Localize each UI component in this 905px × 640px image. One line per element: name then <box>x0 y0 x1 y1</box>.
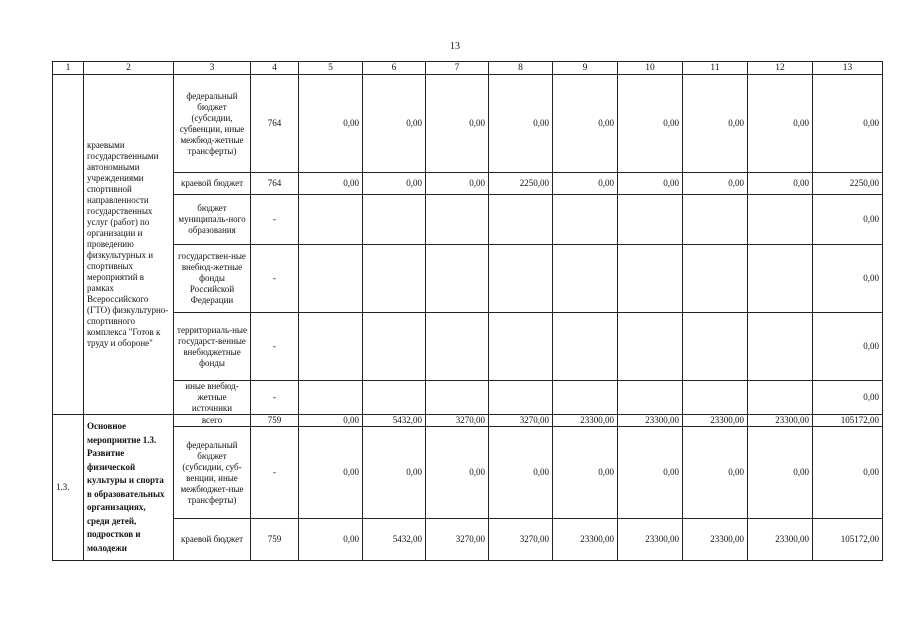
funding-source: иные внебюд-жетные источники <box>174 381 251 415</box>
year-value: 3270,00 <box>426 415 489 427</box>
total-value: 2250,00 <box>813 173 883 195</box>
year-value <box>299 195 363 245</box>
column-header: 6 <box>363 62 426 75</box>
year-value: 0,00 <box>618 75 683 173</box>
year-value: 0,00 <box>299 427 363 519</box>
table-row <box>53 381 883 415</box>
year-value <box>299 245 363 313</box>
year-value <box>748 313 813 381</box>
year-value <box>683 313 748 381</box>
budget-table <box>52 61 883 561</box>
year-value <box>553 313 618 381</box>
column-header: 7 <box>426 62 489 75</box>
column-header-row <box>53 62 883 75</box>
column-header: 4 <box>251 62 299 75</box>
year-value: 0,00 <box>363 427 426 519</box>
year-value: 0,00 <box>683 427 748 519</box>
activity-description: Основное мероприятие 1.3. Развитие физической культуры и спорта в образовательных организациях, среди детей, подростков и молодежи <box>84 415 174 561</box>
table-row <box>53 173 883 195</box>
budget-code: 759 <box>251 415 299 427</box>
year-value <box>748 195 813 245</box>
funding-source: бюджет муниципаль-ного образования <box>174 195 251 245</box>
year-value <box>426 245 489 313</box>
funding-source: территориаль-ные государст-венные внебюджетные фонды <box>174 313 251 381</box>
year-value <box>363 195 426 245</box>
year-value <box>618 245 683 313</box>
year-value <box>748 245 813 313</box>
total-value: 105172,00 <box>813 519 883 561</box>
year-value: 0,00 <box>618 427 683 519</box>
year-value <box>618 313 683 381</box>
year-value: 23300,00 <box>553 519 618 561</box>
year-value: 23300,00 <box>618 415 683 427</box>
row-number-cell <box>53 75 84 415</box>
year-value: 23300,00 <box>683 519 748 561</box>
budget-code: - <box>251 313 299 381</box>
year-value: 0,00 <box>299 75 363 173</box>
year-value: 3270,00 <box>489 415 553 427</box>
year-value: 0,00 <box>489 427 553 519</box>
year-value: 0,00 <box>553 75 618 173</box>
activity-description: краевыми государственными автономными учреждениями спортивной направленности государственных услуг (работ) по организации и проведению физкультурных и спортивных мероприятий в рамках Всероссийского (ГТО) физкультурно-спортивного комплекса "Готов к труду и обороне" <box>84 75 174 415</box>
funding-source: всего <box>174 415 251 427</box>
budget-code: - <box>251 427 299 519</box>
column-header: 10 <box>618 62 683 75</box>
funding-source: федеральный бюджет (субсидии, суб-венции, иные межбюджет-ные трансферты) <box>174 427 251 519</box>
year-value: 0,00 <box>683 75 748 173</box>
year-value <box>618 195 683 245</box>
year-value <box>363 245 426 313</box>
year-value <box>553 195 618 245</box>
total-value: 0,00 <box>813 427 883 519</box>
year-value: 23300,00 <box>748 519 813 561</box>
year-value: 0,00 <box>748 427 813 519</box>
year-value <box>426 195 489 245</box>
year-value <box>299 381 363 415</box>
total-value: 0,00 <box>813 75 883 173</box>
year-value: 23300,00 <box>618 519 683 561</box>
table-row <box>53 415 883 427</box>
year-value: 5432,00 <box>363 519 426 561</box>
budget-code: - <box>251 245 299 313</box>
table-row <box>53 75 883 173</box>
year-value: 23300,00 <box>553 415 618 427</box>
year-value <box>489 313 553 381</box>
year-value: 0,00 <box>299 173 363 195</box>
year-value <box>683 381 748 415</box>
column-header: 12 <box>748 62 813 75</box>
budget-code: - <box>251 195 299 245</box>
column-header: 8 <box>489 62 553 75</box>
budget-code: - <box>251 381 299 415</box>
table-row <box>53 245 883 313</box>
year-value <box>426 381 489 415</box>
column-header: 2 <box>84 62 174 75</box>
year-value: 0,00 <box>553 173 618 195</box>
funding-source: государствен-ные внебюд-жетные фонды Российской Федерации <box>174 245 251 313</box>
total-value: 0,00 <box>813 245 883 313</box>
funding-source: федеральный бюджет (субсидии, субвенции, иные межбюд-жетные трансферты) <box>174 75 251 173</box>
year-value <box>299 313 363 381</box>
year-value: 23300,00 <box>748 415 813 427</box>
year-value: 3270,00 <box>426 519 489 561</box>
funding-source: краевой бюджет <box>174 519 251 561</box>
year-value <box>363 313 426 381</box>
year-value <box>553 245 618 313</box>
budget-code: 759 <box>251 519 299 561</box>
year-value <box>683 245 748 313</box>
year-value: 0,00 <box>618 173 683 195</box>
total-value: 0,00 <box>813 195 883 245</box>
year-value: 0,00 <box>553 427 618 519</box>
year-value: 0,00 <box>426 75 489 173</box>
row-number-cell: 1.3. <box>53 415 84 561</box>
year-value: 0,00 <box>363 173 426 195</box>
year-value <box>489 195 553 245</box>
year-value: 0,00 <box>363 75 426 173</box>
year-value: 0,00 <box>489 75 553 173</box>
column-header: 9 <box>553 62 618 75</box>
total-value: 0,00 <box>813 313 883 381</box>
column-header: 1 <box>53 62 84 75</box>
total-value: 105172,00 <box>813 415 883 427</box>
year-value: 5432,00 <box>363 415 426 427</box>
budget-code: 764 <box>251 75 299 173</box>
year-value: 0,00 <box>426 427 489 519</box>
column-header: 3 <box>174 62 251 75</box>
page-number: 13 <box>450 41 460 52</box>
budget-code: 764 <box>251 173 299 195</box>
year-value <box>489 381 553 415</box>
year-value: 3270,00 <box>489 519 553 561</box>
year-value: 0,00 <box>683 173 748 195</box>
table-row <box>53 519 883 561</box>
total-value: 0,00 <box>813 381 883 415</box>
year-value <box>618 381 683 415</box>
year-value <box>489 245 553 313</box>
year-value: 0,00 <box>299 415 363 427</box>
funding-source: краевой бюджет <box>174 173 251 195</box>
year-value <box>553 381 618 415</box>
table-row <box>53 313 883 381</box>
year-value: 0,00 <box>748 173 813 195</box>
table-row <box>53 427 883 519</box>
year-value <box>683 195 748 245</box>
year-value: 0,00 <box>299 519 363 561</box>
column-header: 13 <box>813 62 883 75</box>
column-header: 5 <box>299 62 363 75</box>
table-row <box>53 195 883 245</box>
year-value: 23300,00 <box>683 415 748 427</box>
year-value <box>363 381 426 415</box>
year-value: 2250,00 <box>489 173 553 195</box>
year-value: 0,00 <box>426 173 489 195</box>
column-header: 11 <box>683 62 748 75</box>
year-value: 0,00 <box>748 75 813 173</box>
year-value <box>748 381 813 415</box>
year-value <box>426 313 489 381</box>
